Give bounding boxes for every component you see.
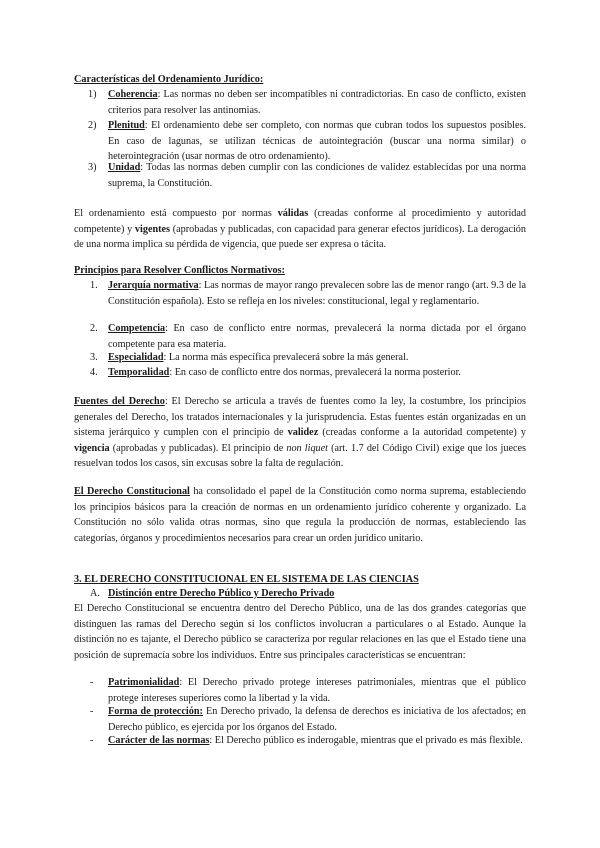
term-text: : Las normas no deben ser incompatibles ni contradictorias. En caso de conflicto, existen criterios para resolver las antinomias. (108, 89, 526, 116)
bullet-dash: - (90, 735, 94, 746)
term-label: Carácter de las normas (108, 735, 210, 746)
text-run: (creadas conforme al procedimiento y autoridad competente) y (74, 208, 526, 235)
section-3-intro: El Derecho Constitucional se encuentra dentro del Derecho Público, una de las dos grandes categorías que distinguen las ramas del Derecho según si los conflictos involucran a particulares o al Estado. Aunque la distinción no es tajante, el Derecho público se caracteriza por regular relaciones en las que el Estado tiene una posición de supremacía sobre los individuos. Entre sus principales características se encuentran: (74, 603, 526, 661)
list-item-unidad (108, 160, 526, 191)
bullet-caracter-normas (108, 733, 526, 749)
term-label: Competencia (108, 323, 166, 334)
principles-heading: Principios para Resolver Conflictos Normativos: (74, 265, 285, 276)
constitutional-paragraph (74, 484, 526, 546)
section-3-title: 3. EL DERECHO CONSTITUCIONAL EN EL SISTEMA DE LAS CIENCIAS (74, 574, 419, 585)
term-text: : La norma más específica prevalecerá sobre la más general. (163, 352, 409, 363)
text-run: El ordenamiento está compuesto por normas (74, 208, 278, 219)
term-label: El Derecho Constitucional (74, 486, 190, 497)
bullet-patrimonialidad (108, 675, 526, 706)
term-text: : Todas las normas deben cumplir con las condiciones de validez establecidas por una norma suprema, la Constitución. (108, 162, 526, 189)
term-label: Jerarquía normativa (108, 280, 199, 291)
term-label: Fuentes del Derecho (74, 396, 165, 407)
list-number: 3. (90, 352, 98, 363)
list-item-temporalidad (108, 365, 526, 381)
italic-term: non liquet (286, 442, 328, 454)
term-text: : El ordenamiento debe ser completo, con normas que cubran todos los supuestos posibles. En caso de lagunas, se utilizan técnicas de autointegración (buscar una norma similar) o heterointegración (usar normas de otro ordenamiento). (108, 120, 526, 163)
term-text: En Derecho privado, la defensa de derechos es iniciativa de los afectados; en Derecho público, es ejercida por los órganos del Estado. (108, 706, 526, 733)
bullet-dash: - (90, 677, 94, 688)
text-run: (aprobadas y publicadas, con capacidad para generar efectos jurídicos). La derogación de una norma implica su pérdida de vigencia, que puede ser expresa o tácita. (74, 223, 526, 251)
list-number: 3) (88, 162, 97, 173)
bold-term: validez (287, 427, 319, 439)
term-label: Temporalidad (108, 367, 170, 378)
text-run: ha consolidado el papel de la Constitución como norma suprema, estableciendo los principios básicos para la creación de normas en un ordenamiento jurídico coherente y organizado. La Constitución no sólo valida otras normas, sino que regula la producción de normas, estableciendo las categorías, órganos y procedimientos necesarios para crear un orden jurídico unitario. (74, 486, 526, 544)
characteristics-heading: Características del Ordenamiento Jurídico: (74, 74, 264, 85)
list-number: 4. (90, 367, 98, 378)
bold-term: vigencia (74, 442, 110, 454)
list-item-especialidad (108, 350, 526, 366)
list-number: 1. (90, 280, 98, 291)
term-label: Forma de protección: (108, 706, 203, 717)
text-run: (creadas conforme a la autoridad competente) y (318, 427, 526, 439)
list-item-coherencia (108, 87, 526, 118)
term-label: Coherencia (108, 89, 158, 100)
bold-term: válidas (277, 208, 309, 219)
term-text: : En caso de conflicto entre normas, prevalecerá la norma dictada por el órgano competente para esa materia. (108, 323, 526, 350)
term-text: : En caso de conflicto entre dos normas, prevalecerá la norma posterior. (169, 367, 461, 378)
list-item-jerarquia (108, 278, 526, 309)
bullet-forma-proteccion (108, 704, 526, 735)
sources-paragraph (74, 394, 526, 472)
list-item-competencia (108, 321, 526, 352)
bold-term: vigentes (134, 223, 171, 235)
term-label: Unidad (108, 162, 141, 173)
term-text: : Las normas de mayor rango prevalecen sobre las de menor rango (art. 9.3 de la Constitución española). Esto se refleja en los niveles: constitucional, legal y reglamentario. (108, 280, 526, 307)
list-number: 1) (88, 89, 97, 100)
term-label: Especialidad (108, 352, 164, 363)
list-item-plenitud (108, 118, 526, 165)
term-text: : El Derecho privado protege intereses patrimoniales, mientras que el público protege intereses superiores como la libertad y la vida. (108, 677, 526, 704)
list-number: 2) (88, 120, 97, 131)
text-run: (art. 1.7 del Código Civil) exige que los jueces resuelvan todos los casos, sin excusas sobre la falta de regulación. (74, 442, 526, 470)
text-run: : El Derecho se articula a través de fuentes como la ley, la costumbre, los principios generales del Derecho, los tratados internacionales y la jurisprudencia. Estas fuentes están organizadas en un sistema jerárquico y cumplen con el principio de (74, 396, 526, 439)
term-text: : El Derecho público es inderogable, mientras que el privado es más flexible. (209, 735, 523, 746)
text-run: (aprobadas y publicadas). El principio de (109, 442, 287, 454)
subsection-letter: A. (90, 588, 100, 599)
bullet-dash: - (90, 706, 94, 717)
validity-paragraph (74, 206, 526, 253)
list-number: 2. (90, 323, 98, 334)
term-label: Patrimonialidad (108, 677, 180, 688)
subsection-title: Distinción entre Derecho Público y Derecho Privado (108, 588, 335, 599)
term-label: Plenitud (108, 120, 145, 131)
